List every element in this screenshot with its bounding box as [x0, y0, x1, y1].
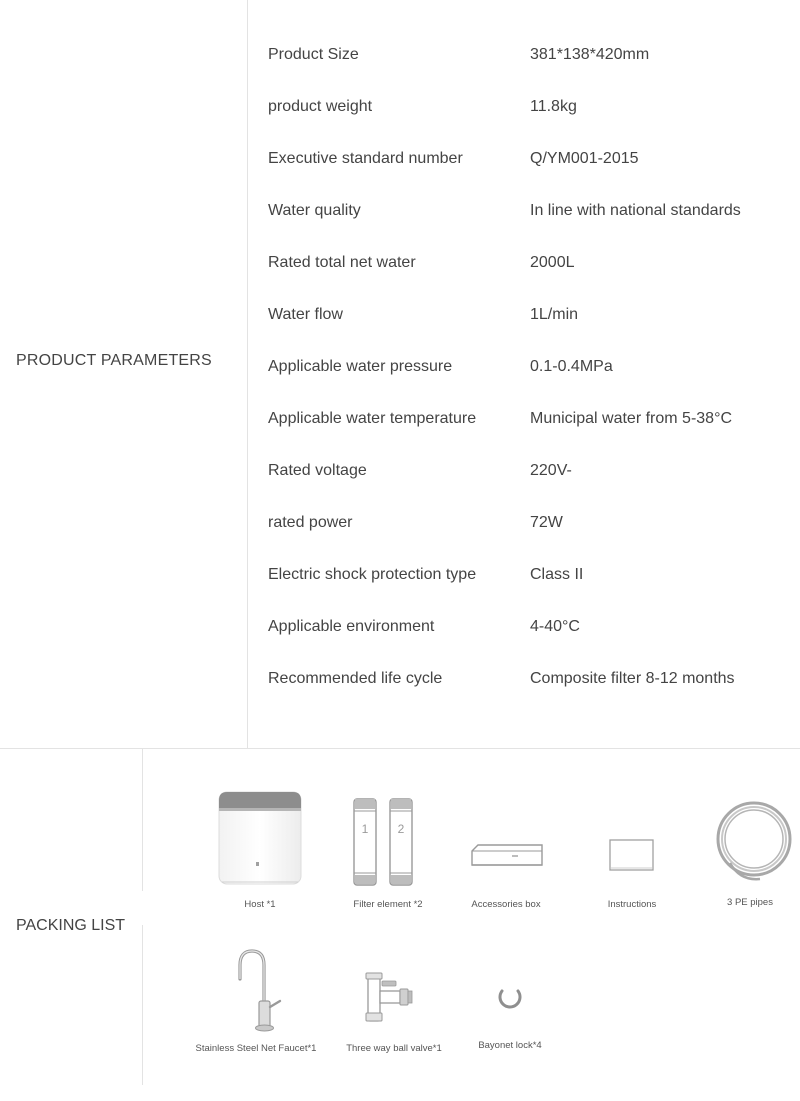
param-value: 381*138*420mm [530, 46, 650, 63]
filter-label: 1 [361, 822, 369, 836]
packing-item-pe-pipes [700, 797, 800, 917]
param-row [268, 394, 788, 446]
param-label: Rated total net water [268, 254, 416, 271]
purifier-host-icon [210, 787, 310, 887]
param-label: Recommended life cycle [268, 670, 443, 687]
param-row [268, 654, 788, 706]
param-label: Water flow [268, 306, 343, 323]
packing-item-host [210, 787, 310, 917]
item-caption: 3 PE pipes [727, 897, 773, 908]
item-caption: Accessories box [471, 899, 541, 910]
param-value: Municipal water from 5-38°C [530, 410, 733, 427]
faucet-icon [196, 947, 316, 1037]
vertical-divider [142, 749, 143, 891]
item-caption: Bayonet lock*4 [478, 1040, 542, 1051]
section-title: PRODUCT PARAMETERS [16, 352, 212, 369]
param-row [268, 82, 788, 134]
param-value: Class II [530, 566, 584, 583]
pe-pipe-coil-icon [700, 797, 800, 893]
param-label: Electric shock protection type [268, 566, 477, 583]
param-row [268, 342, 788, 394]
packing-item-instructions [582, 835, 682, 917]
packing-item-faucet [196, 947, 316, 1057]
vertical-divider [142, 925, 143, 1085]
instructions-booklet-icon [582, 835, 682, 875]
packing-item-filter-element [338, 797, 438, 917]
param-label: Applicable environment [268, 618, 435, 635]
param-value: 72W [530, 514, 563, 531]
param-label: Rated voltage [268, 462, 367, 479]
bayonet-lock-icon [460, 985, 560, 1013]
param-value: 1L/min [530, 306, 579, 323]
param-row [268, 30, 788, 82]
item-caption: Filter element *2 [353, 899, 423, 910]
ball-valve-icon [344, 969, 444, 1025]
param-value: 11.8kg [530, 98, 577, 115]
param-label: Applicable water temperature [268, 410, 477, 427]
param-label: product weight [268, 98, 373, 115]
accessories-box-icon [456, 839, 556, 873]
param-label: Water quality [268, 202, 361, 219]
filter-cartridges-icon [338, 797, 438, 889]
packing-list-section [0, 749, 800, 1101]
section-title: PACKING LIST [16, 917, 126, 934]
param-row [268, 498, 788, 550]
param-value: Composite filter 8-12 months [530, 670, 735, 687]
packing-item-bayonet-lock [460, 985, 560, 1057]
param-label: Executive standard number [268, 150, 463, 167]
param-value: 0.1-0.4MPa [530, 358, 613, 375]
param-row [268, 446, 788, 498]
filter-label: 2 [397, 822, 405, 836]
packing-item-accessories-box [456, 839, 556, 917]
param-row [268, 602, 788, 654]
param-value: Q/YM001-2015 [530, 150, 639, 167]
param-row [268, 290, 788, 342]
param-value: 2000L [530, 254, 575, 271]
param-row [268, 134, 788, 186]
param-value: 4-40°C [530, 618, 580, 635]
param-row [268, 550, 788, 602]
param-row [268, 186, 788, 238]
packing-item-ball-valve [344, 969, 444, 1059]
param-label: rated power [268, 514, 353, 531]
item-caption: Host *1 [244, 899, 276, 910]
item-caption: Instructions [607, 899, 657, 910]
vertical-divider [247, 0, 248, 748]
param-label: Product Size [268, 46, 359, 63]
param-value: 220V- [530, 462, 572, 479]
param-value: In line with national standards [530, 202, 741, 219]
parameters-table [268, 30, 788, 706]
item-caption: Three way ball valve*1 [346, 1043, 442, 1054]
param-label: Applicable water pressure [268, 358, 453, 375]
param-row [268, 238, 788, 290]
item-caption: Stainless Steel Net Faucet*1 [195, 1043, 317, 1054]
